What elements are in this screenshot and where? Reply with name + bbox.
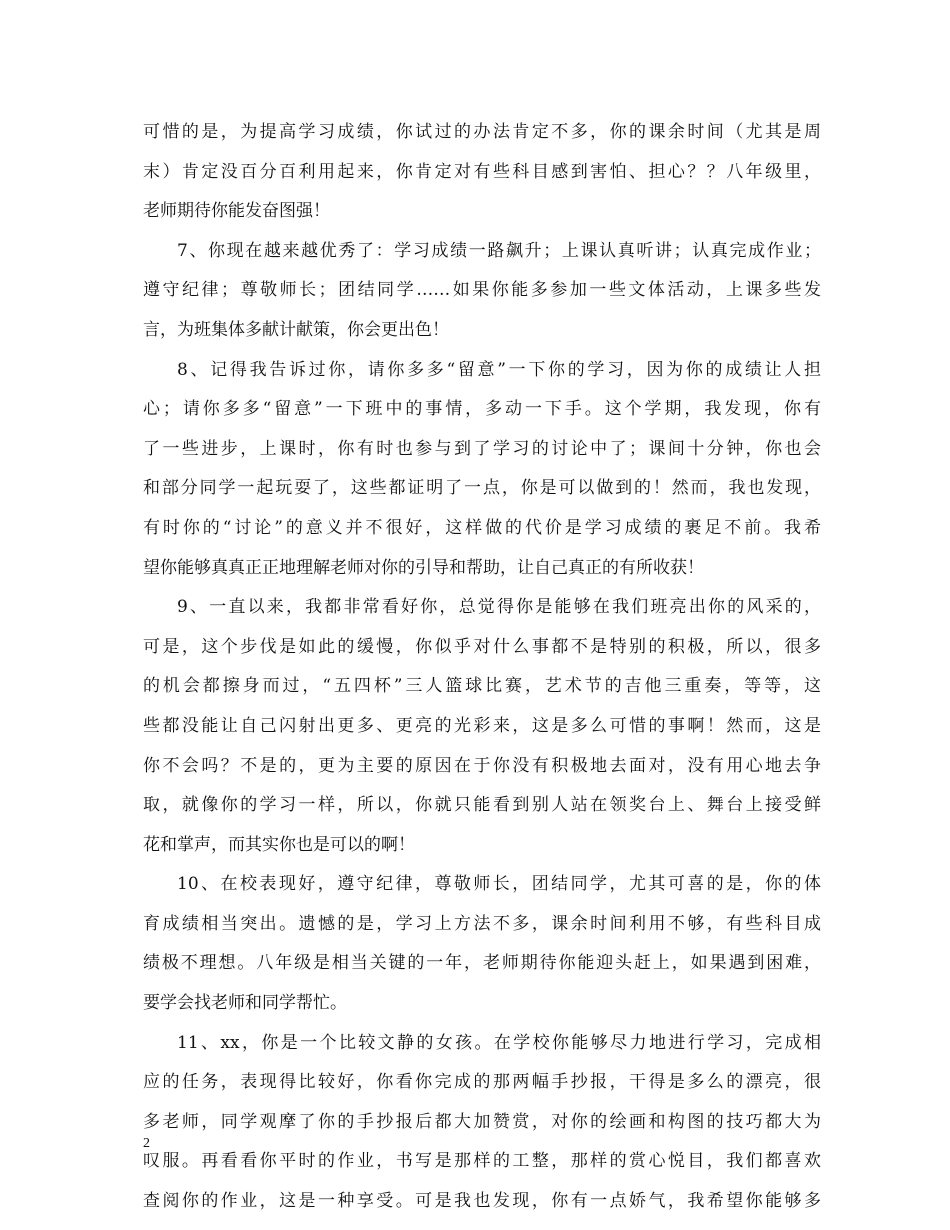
text-line: 取，就像你的学习一样，所以，你就只能看到别人站在领奖台上、舞台上接受鲜	[143, 795, 821, 816]
text-line: 应的任务，表现得比较好，你看你完成的那两幅手抄报，干得是多么的漂亮，很	[143, 1072, 821, 1093]
text-line: 要学会找老师和同学帮忙。	[143, 993, 347, 1014]
text-line: 的机会都擦身而过，“五四杯”三人篮球比赛，艺术节的吉他三重奏，等等，这	[143, 676, 821, 697]
text-line: 有时你的“讨论”的意义并不很好，这样做的代价是学习成绩的裹足不前。我希	[143, 517, 821, 538]
text-line: 末）肯定没百分百利用起来，你肯定对有些科目感到害怕、担心？？八年级里，	[143, 161, 821, 182]
text-line: 望你能够真真正正地理解老师对你的引导和帮助，让自己真正的有所收获！	[143, 557, 704, 578]
text-line: 心；请你多多“留意”一下班中的事情，多动一下手。这个学期，我发现，你有	[143, 399, 821, 420]
text-line: 老师期待你能发奋图强！	[143, 201, 330, 222]
text-line: 多老师，同学观摩了你的手抄报后都大加赞赏，对你的绘画和构图的技巧都大为	[143, 1111, 821, 1132]
text-line: 育成绩相当突出。遗憾的是，学习上方法不多，课余时间利用不够，有些科目成	[143, 913, 821, 934]
text-line: 10、在校表现好，遵守纪律，尊敬师长，团结同学，尤其可喜的是，你的体	[177, 874, 821, 895]
text-line: 9、一直以来，我都非常看好你，总觉得你是能够在我们班亮出你的风采的，	[177, 597, 821, 618]
text-line: 11、xx，你是一个比较文静的女孩。在学校你能够尽力地进行学习，完成相	[177, 1032, 821, 1053]
text-line: 叹服。再看看你平时的作业，书写是那样的工整，那样的赏心悦目，我们都喜欢	[143, 1151, 821, 1172]
text-line: 7、你现在越来越优秀了：学习成绩一路飙升；上课认真听讲；认真完成作业；	[177, 240, 821, 261]
text-line: 可是，这个步伐是如此的缓慢，你似乎对什么事都不是特别的积极，所以，很多	[143, 636, 821, 657]
text-line: 你不会吗？不是的，更为主要的原因在于你没有积极地去面对，没有用心地去争	[143, 755, 821, 776]
text-line: 花和掌声，而其实你也是可以的啊！	[143, 834, 415, 855]
text-line: 绩极不理想。八年级是相当关键的一年，老师期待你能迎头赶上，如果遇到困难，	[143, 953, 821, 974]
text-line: 遵守纪律；尊敬师长；团结同学……如果你能多参加一些文体活动，上课多些发	[143, 280, 821, 301]
text-line: 8、记得我告诉过你，请你多多“留意”一下你的学习，因为你的成绩让人担	[177, 359, 821, 380]
text-line: 些都没能让自己闪射出更多、更亮的光彩来，这是多么可惜的事啊！然而，这是	[143, 715, 821, 736]
text-line: 了一些进步，上课时，你有时也参与到了学习的讨论中了；课间十分钟，你也会	[143, 438, 821, 459]
text-line: 和部分同学一起玩耍了，这些都证明了一点，你是可以做到的！然而，我也发现，	[143, 478, 821, 499]
text-line: 查阅你的作业，这是一种享受。可是我也发现，你有一点娇气，我希望你能够多	[143, 1191, 821, 1212]
page-number: 2	[143, 1136, 150, 1151]
text-line: 言，为班集体多献计献策，你会更出色！	[143, 319, 449, 340]
text-line: 可惜的是，为提高学习成绩，你试过的办法肯定不多，你的课余时间（尤其是周	[143, 122, 821, 142]
document-body	[143, 113, 821, 1222]
